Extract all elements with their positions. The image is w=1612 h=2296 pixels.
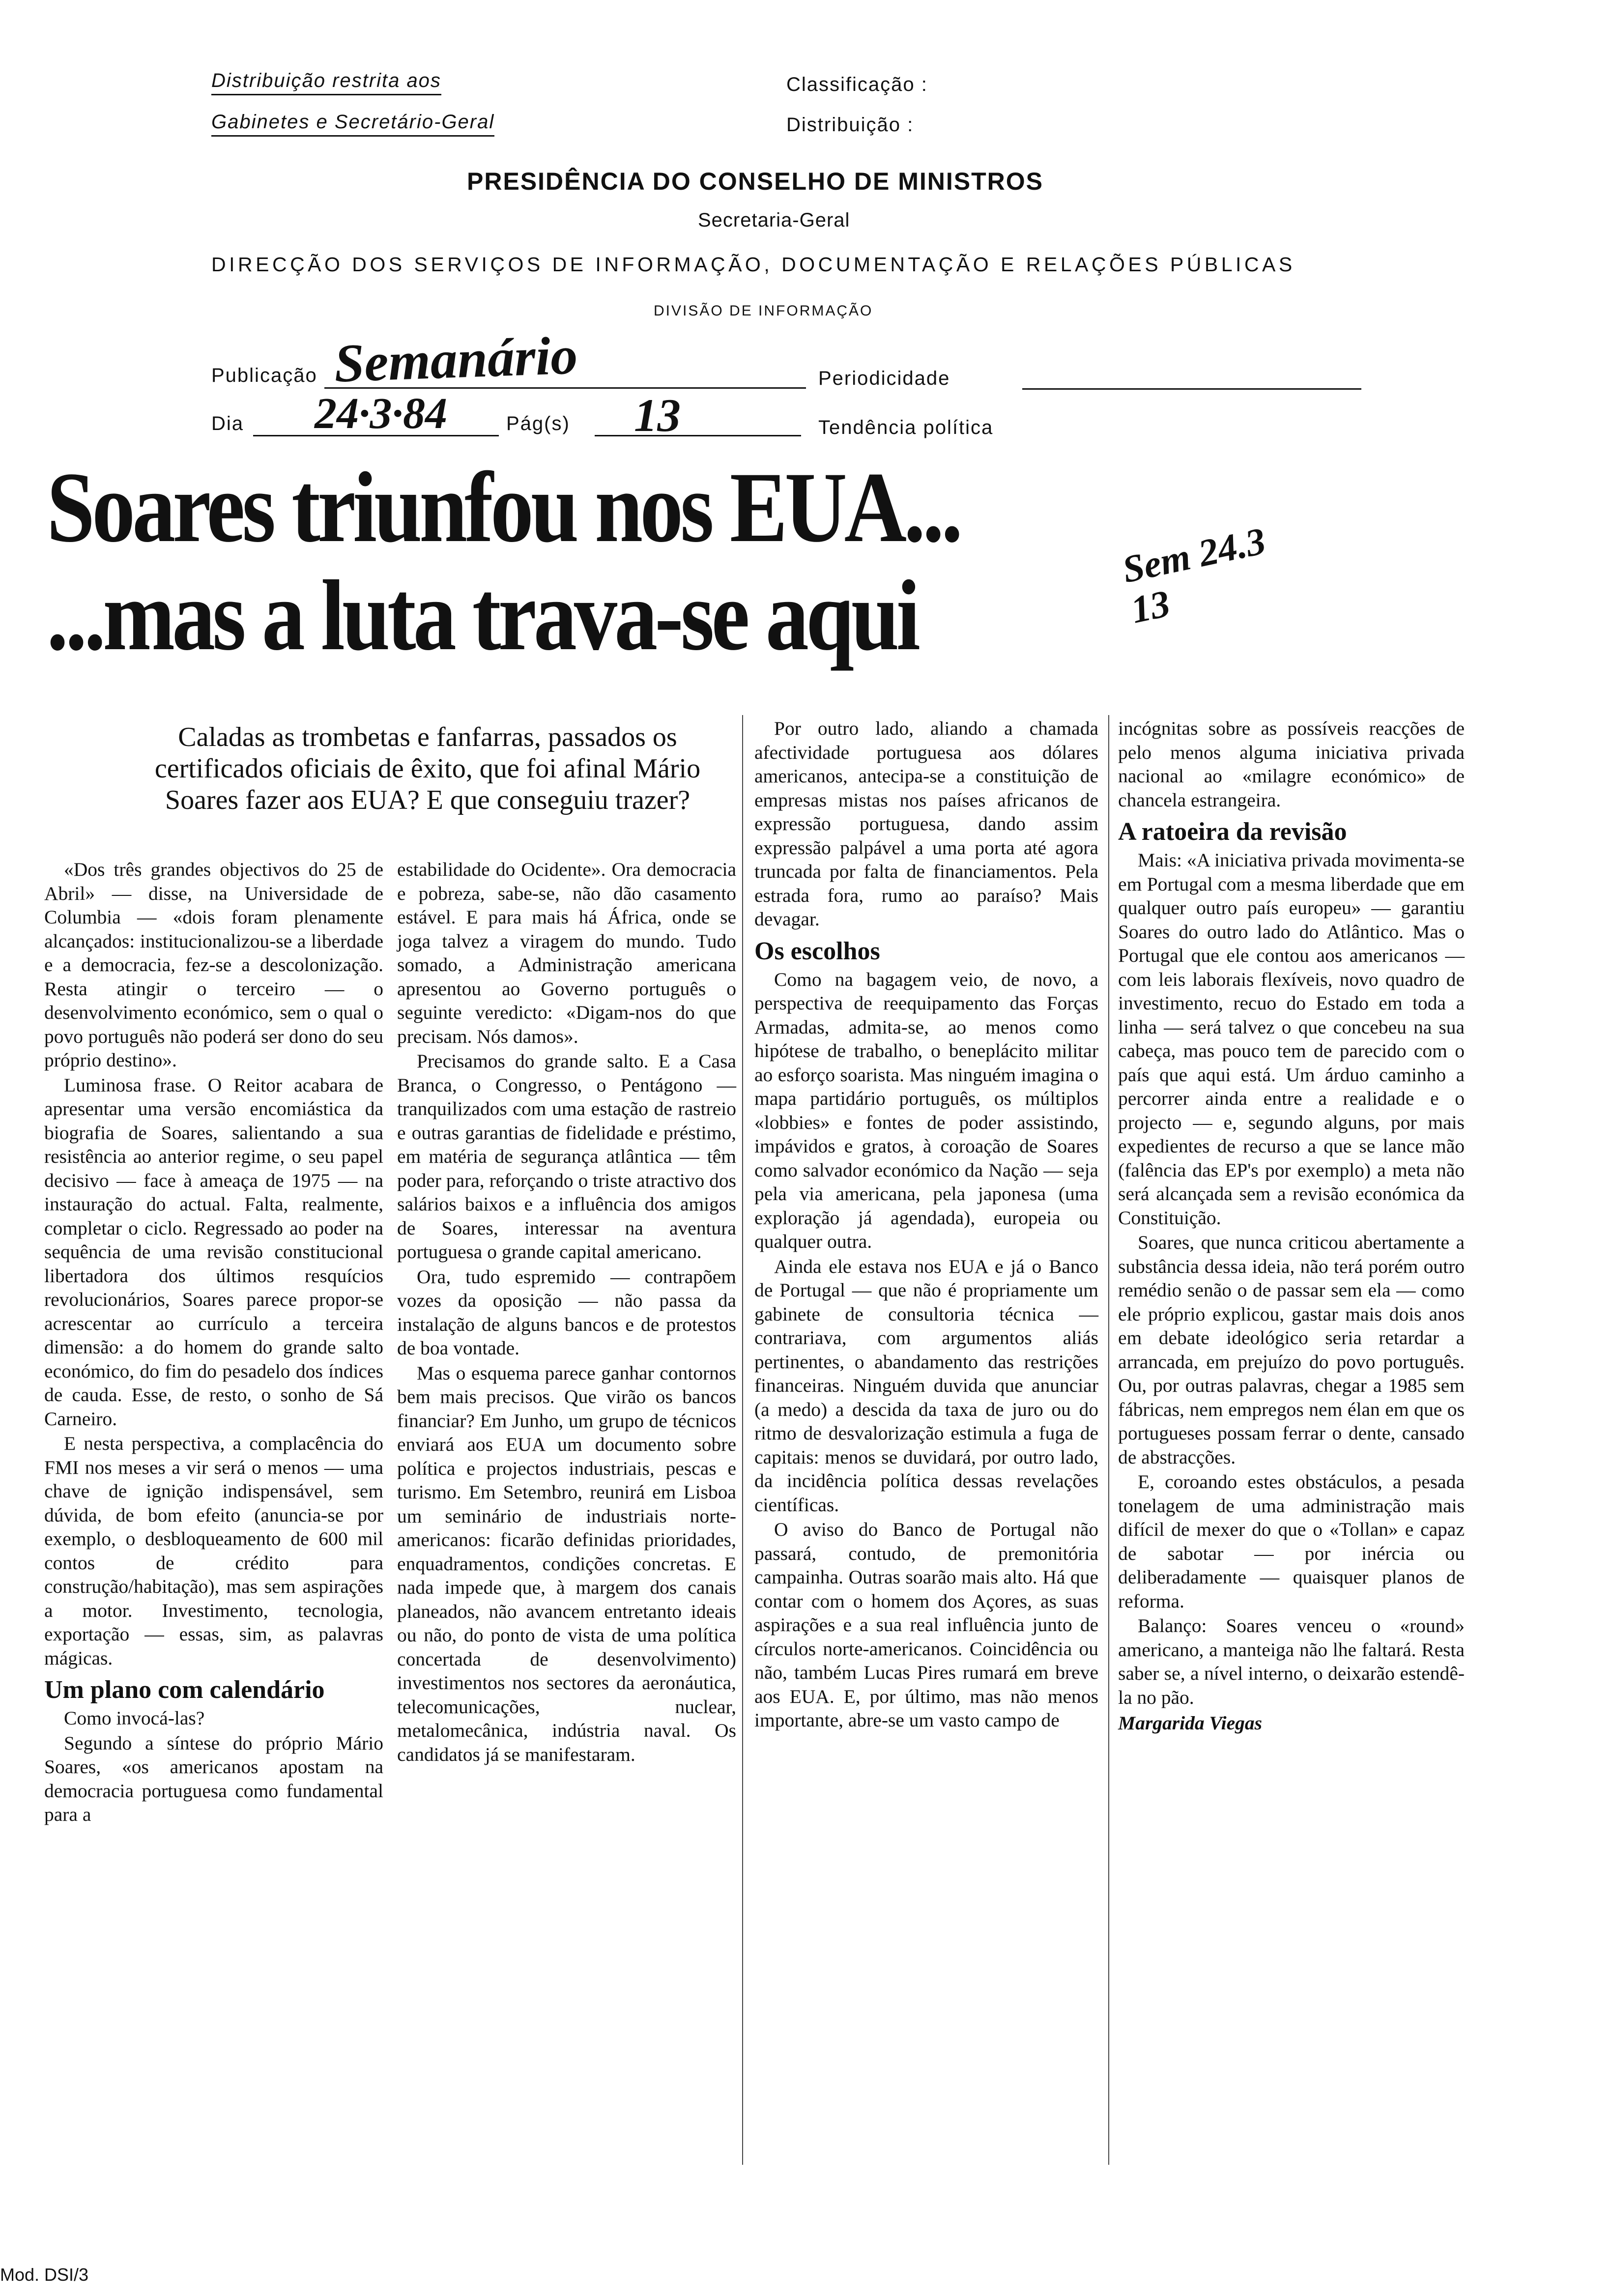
subheading: Um plano com calendário	[44, 1676, 325, 1704]
page-label: Pág(s)	[506, 413, 570, 434]
publication-label: Publicação	[211, 365, 317, 386]
periodicity-line	[1022, 388, 1361, 390]
paragraph: Ainda ele estava nos EUA e já o Banco de Portugal — que não é propriamente um gabinete de consultoria técnica — contrariava, com argumentos aliás pertinentes, o abandamento das restrições financeiras. Ninguém duvida que anunciar (a medo) a descida da taxa de juro ou do ritmo de desvalorização estimula a fuga de capitais: menos se duvidará, por outro lado, da incidência política dessas revelações científicas.	[754, 1255, 1098, 1516]
lede: Caladas as trombetas e fanfarras, passados os certificados oficiais de êxito, que foi afinal Mário Soares fazer aos EUA? E que conseguiu trazer?	[154, 722, 701, 815]
distribution-label: Distribuição :	[786, 114, 914, 136]
column-4	[1118, 717, 1465, 1735]
page-line	[595, 435, 801, 436]
paragraph: Precisamos do grande salto. E a Casa Branca, o Congresso, o Pentágono — tranquilizados com uma estação de rastreio e outras garantias de fidelidade e préstimo, em matéria de segurança atlântica — têm poder para, reforçando o triste atractivo dos salários baixos e a influência dos amigos de Soares, interessar na aventura portuguesa o grande capital americano.	[397, 1050, 736, 1263]
column-rule	[742, 715, 743, 2165]
paragraph: O aviso do Banco de Portugal não passará, contudo, de premonitória campainha. Outras soarão mais alto. Há que contar com o homem dos Açores, as suas aspirações e a sua real influência junto de círculos norte-americanos. Coincidência ou não, também Lucas Pires rumará em breve aos EUA. E, por último, mas não menos importante, abre-se um vasto campo de	[754, 1519, 1098, 1731]
column-3	[754, 717, 1098, 1732]
paragraph: Segundo a síntese do próprio Mário Soares, «os americanos apostam na democracia portuguesa como fundamental para a	[44, 1732, 383, 1825]
headline-line2: ...mas a luta trava-se aqui	[47, 560, 918, 671]
day-handwritten: 24·3·84	[315, 389, 447, 438]
form-code: Mod. DSI/3	[0, 2265, 89, 2285]
org-title: PRESIDÊNCIA DO CONSELHO DE MINISTROS	[467, 168, 1044, 195]
tendency-label: Tendência política	[818, 417, 994, 438]
paragraph: Luminosa frase. O Reitor acabara de apresentar uma versão encomiástica da biografia de Soares, salientando a sua resistência ao anterior regime, o seu papel decisivo — face à ameaça de 1975 — na instauração do actual. Falta, realmente, completar o ciclo. Regressado ao poder na sequência de uma revisão constitucional libertadora dos últimos resquícios revolucionários, Soares parece propor-se acrescentar ao currículo a terceira dimensão: a do homem do grande salto económico, do fim do pesadelo dos índices de cauda. Esse, de resto, o sonho de Sá Carneiro.	[44, 1074, 383, 1430]
subheading: Os escolhos	[754, 937, 880, 965]
paragraph: Soares, que nunca criticou abertamente a substância dessa ideia, não terá porém outro remédio senão o de passar sem ela — como ele próprio explicou, gastar mais dois anos em debate ideológico seria retardar a arrancada, em prejuízo do povo português. Ou, por outras palavras, chegar a 1985 sem fábricas, nem empregos nem élan em que os portugueses possam ferrar o dente, cansado de abstracções.	[1118, 1232, 1465, 1468]
restricted-distribution-line2: Gabinetes e Secretário-Geral	[211, 111, 494, 137]
paragraph: Balanço: Soares venceu o «round» americano, a manteiga não lhe faltará. Resta saber se, a nível interno, o deixarão estendê-la no pão.	[1118, 1615, 1465, 1708]
classification-label: Classificação :	[786, 74, 928, 95]
paragraph: E nesta perspectiva, a complacência do FMI nos meses a vir será o menos — uma chave de ignição indispensável, sem dúvida, de bom efeito (anuncia-se por exemplo, o desbloqueamento de 600 mil contos de crédito para construção/habitação), mas sem aspirações a motor. Investimento, tecnologia, exportação — essas, sim, as palavras mágicas.	[44, 1433, 383, 1669]
paragraph: Por outro lado, aliando a chamada afectividade portuguesa aos dólares americanos, antecipa-se a constituição de empresas mistas nos países africanos de expressão portuguesa, dando assim expressão palpável a uma porta até agora truncada por falta de financiamentos. Pela estrada fora, rumo ao paraíso? Mais devagar.	[754, 718, 1098, 930]
paragraph: Mas o esquema parece ganhar contornos bem mais precisos. Que virão os bancos financiar? Em Junho, um grupo de técnicos enviará aos EUA um documento sobre política e projectos industriais, pescas e turismo. Em Setembro, reunirá em Lisboa um seminário de industriais norte-americanos: ficarão definidas prioridades, enquadramentos, condições concretas. E nada impede que, à margem dos canais planeados, não avancem entretanto ideais ou não, do ponto de vista de uma política concertada de desenvolvimento) investimentos nos sectores da aeronáutica, telecomunicações, nuclear, metalomecânica, indústria naval. Os candidatos já se manifestaram.	[397, 1362, 736, 1765]
page-handwritten: 13	[634, 389, 681, 441]
secretariat: Secretaria-Geral	[698, 209, 850, 231]
division: DIVISÃO DE INFORMAÇÃO	[654, 303, 873, 319]
paragraph: «Dos três grandes objectivos do 25 de Abril» — disse, na Universidade de Columbia — «dois foram plenamente alcançados: institucionalizou-se a liberdade e a democracia, fez-se a descolonização. Resta atingir o terceiro — o desenvolvimento económico, sem o qual o povo português não poderá ser dono do seu próprio destino».	[44, 859, 383, 1071]
subheading: A ratoeira da revisão	[1118, 818, 1347, 846]
column-2	[397, 858, 736, 1766]
margin-handwritten-note: Sem 24.3 13	[1119, 519, 1269, 631]
publication-handwritten: Semanário	[333, 325, 579, 394]
paragraph: estabilidade do Ocidente». Ora democracia e pobreza, sabe-se, não dão casamento estável. E para mais há África, onde se joga talvez a viragem do mundo. Tudo somado, a Administração americana apresentou ao Governo português o seguinte veredicto: «Digam-nos do que precisam. Nós damos».	[397, 859, 736, 1047]
paragraph: E, coroando estes obstáculos, a pesada tonelagem de uma administração mais difícil de mexer do que o «Tollan» e capaz de sabotar — por inércia ou deliberadamente — quaisquer planos de reforma.	[1118, 1471, 1465, 1612]
day-label: Dia	[211, 413, 244, 434]
column-rule	[1108, 715, 1109, 2165]
paragraph: Mais: «A iniciativa privada movimenta-se em Portugal com a mesma liberdade que em qualquer outro país europeu» — garantiu Soares do outro lado do Atlântico. Mas o Portugal que ele contou aos americanos — com leis laborais flexíveis, novo quadro de investimento, recuo do Estado em toda a linha — será talvez o que concebeu na sua cabeça, mas pouco tem de parecido com o país que aqui está. Um árduo caminho a percorrer ainda entre a realidade e o projecto — e, segundo alguns, por mais expedientes de recurso a que se lance mão (falência das EP's por exemplo) a meta não será alcançada sem a revisão económica da Constituição.	[1118, 849, 1465, 1229]
author-signature: Margarida Viegas	[1118, 1712, 1263, 1734]
paragraph: incógnitas sobre as possíveis reacções de pelo menos alguma iniciativa privada nacional ao «milagre económico» de chancela estrangeira.	[1118, 718, 1465, 811]
restricted-distribution-line1: Distribuição restrita aos	[211, 70, 441, 95]
periodicity-label: Periodicidade	[818, 368, 950, 389]
directorate: DIRECÇÃO DOS SERVIÇOS DE INFORMAÇÃO, DOCUMENTAÇÃO E RELAÇÕES PÚBLICAS	[211, 253, 1295, 276]
paragraph: Como na bagagem veio, de novo, a perspectiva de reequipamento das Forças Armadas, admita-se, ao menos como hipótese de trabalho, o beneplácito militar ao esforço soarista. Mas ninguém imagina o mapa partidário português, os múltiplos «lobbies» e fontes de poder assistindo, impávidos e gratos, à coroação de Soares como salvador económico da Nação — seja pela via americana, pela japonesa (uma exploração já agendada), europeia ou qualquer outra.	[754, 968, 1098, 1252]
column-1	[44, 858, 383, 1827]
paragraph: Como invocá-las?	[64, 1707, 205, 1729]
headline-line1: Soares triunfou nos EUA...	[47, 452, 960, 563]
paragraph: Ora, tudo espremido — contrapõem vozes da oposição — não passa da instalação de alguns bancos e de protestos de boa vontade.	[397, 1265, 736, 1359]
